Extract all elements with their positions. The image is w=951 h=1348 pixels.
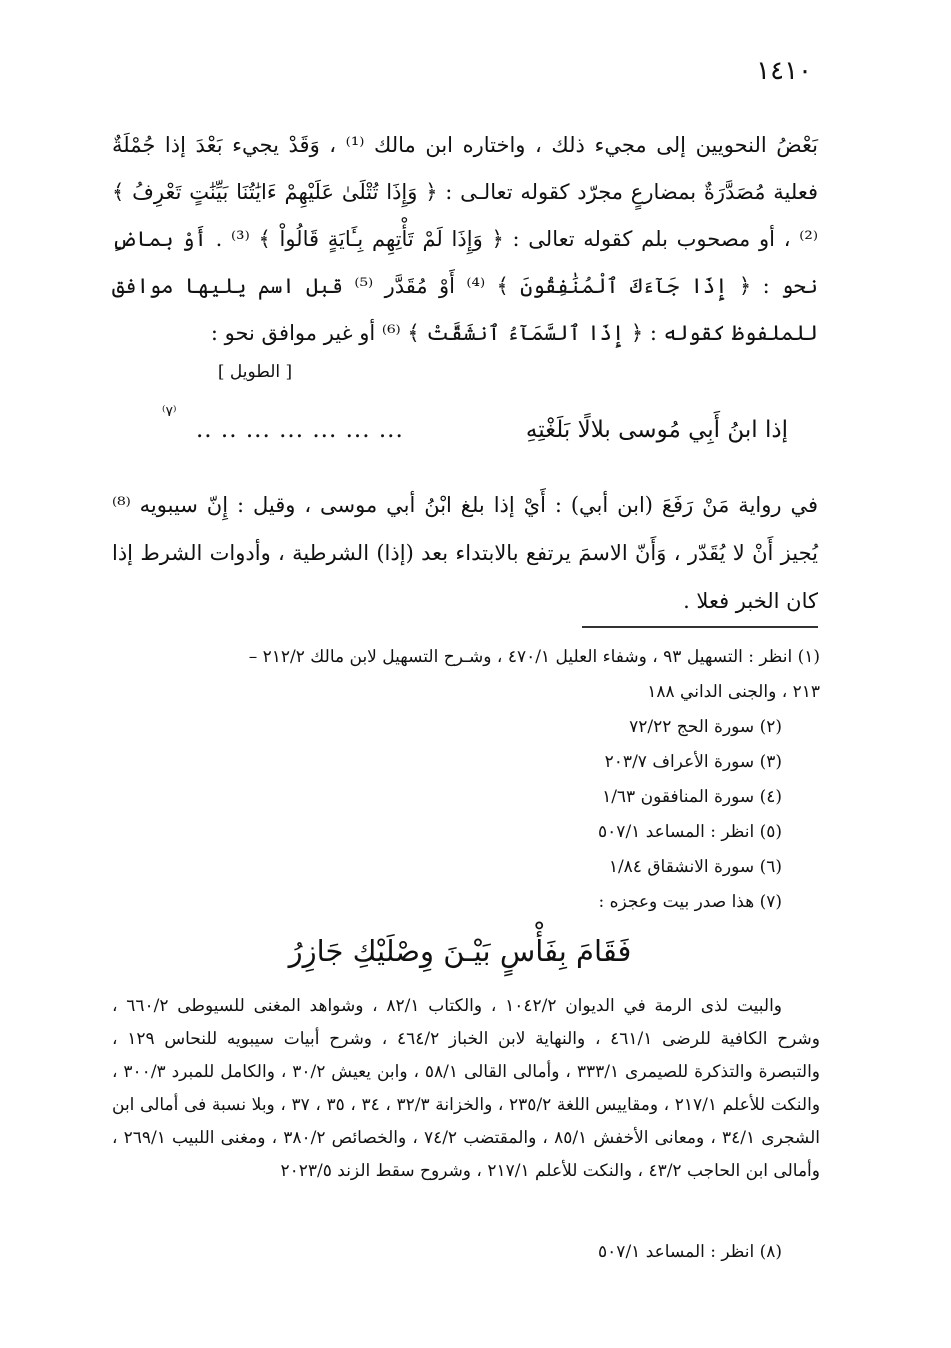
verse-first-hemistich: إذا ابنُ أَبِي مُوسى بلالًا بَلَغْتِهِ xyxy=(525,417,788,443)
footnote-verse: فَقَامَ بِفَأْسٍ بَيْـنَ وِصْلَيْكِ جَازِرُ xyxy=(288,934,632,968)
footnote-2: (٢) سورة الحج ٧٢/٢٢ xyxy=(629,717,782,737)
poetic-meter-label: [ الطويل ] xyxy=(217,362,293,382)
paragraph-2: في رواية مَنْ رَفَعَ (ابن أبي) : أَيْ إذا بلغ ابْنُ أبي موسى ، وقيل : إِنّ سيبويه ⁽⁸⁾ يُجيز أَنْ لا يُقَدّر ، وَأَنّ الاسمَ يرتفع بالابتداء بعد (إذا) الشرطية ، وأدوات الشرط إذا كان الخبر فعلا . xyxy=(112,493,818,613)
verse-line xyxy=(196,410,788,450)
footnote-3: (٣) سورة الأعراف ٢٠٣/٧ xyxy=(604,752,782,772)
footnote-1-line-1: (١) انظر : التسهيل ٩٣ ، وشفاء العليل ٤٧٠/١ ، وشـرح التسهيل لابن مالك ٢١٢/٢ – xyxy=(248,647,820,667)
footnotes xyxy=(112,640,820,920)
main-paragraph xyxy=(112,122,818,357)
footnote-8: (٨) انظر : المساعد ٥٠٧/١ xyxy=(598,1242,782,1262)
verse-footnote-ref: ⁽٧⁾ xyxy=(162,404,177,420)
page-number: ١٤١٠ xyxy=(756,56,812,86)
footnote-separator xyxy=(582,626,818,628)
second-paragraph xyxy=(112,460,818,646)
footnote-1-line-2: ٢١٣ ، والجنى الداني ١٨٨ xyxy=(647,682,820,702)
footnote-6: (٦) سورة الانشقاق ١/٨٤ xyxy=(608,857,782,877)
footnote-4: (٤) سورة المنافقون ١/٦٣ xyxy=(602,787,782,807)
footnote-7: (٧) هذا صدر بيت وعجزه : xyxy=(598,892,782,912)
footnote-7-sources xyxy=(112,990,820,1188)
footnote-5: (٥) انظر : المساعد ٥٠٧/١ xyxy=(598,822,782,842)
paragraph-1: بَعْضُ النحويين إلى مجيء ذلك ، واختاره ابن مالك ⁽¹⁾ ، وَقَدْ يجيء بَعْدَ إذا جُمْلَةٌ فعلية مُصَدَّرَةٌ بمضارعٍ مجرّد كقوله تعالـى : ﴿ وَإِذَا تُتْلَىٰ عَلَيْهِمْ ءَايَٰتُنَا بَيِّنَٰتٍ تَعْرِفُ ﴾ ⁽²⁾ ، أو مصحوب بلم كقوله تعالى : ﴿ وَإِذَا لَمْ تَأْتِهِم بِـَٔايَةٍ قَالُواْ ﴾ ⁽³⁾ . أَوْ بماضٍ نحو : ﴿ إِذَا جَآءَكَ ٱلْمُنَٰفِقُونَ ﴾ ⁽⁴⁾ أَوْ مُقَدَّر ⁽⁵⁾ قبل اسم يليها موافق للملفوظ كقوله : ﴿ إِذَا ٱلسَّمَآءُ ٱنشَقَّتْ ﴾ ⁽⁶⁾ أو غير موافق نحو : xyxy=(112,133,819,345)
verse-second-hemistich: ... ... ... ... ... .. .. xyxy=(196,417,404,443)
footnote-7-sources-text: والبيت لذى الرمة في الديوان ١٠٤٢/٢ ، والكتاب ٨٢/١ ، وشواهد المغنى للسيوطى ٦٦٠/٢ ، وشرح الكافية للرضى ٤٦١/١ ، والنهاية لابن الخباز ٤٦٤/٢ ، وشرح أبيات سيبويه للنحاس ١٢٩ ، والتبصرة والتذكرة للصيمرى ٣٣٣/١ ، وأمالى القالى ٥٨/١ ، وابن يعيش ٣٠/٢ ، والكامل للمبرد ٣٠٠/٣ ، والنكت للأعلم ٢١٧/١ ، ومقاييس اللغة ٢٣٥/٢ ، والخزانة ٣٢/٣ ، ٣٤ ، ٣٥ ، ٣٧ ، وبلا نسبة فى أمالى ابن الشجرى ٣٤/١ ، ومعانى الأخفش ٨٥/١ ، والمقتضب ٧٤/٢ ، والخصائص ٣٨٠/٢ ، ومغنى اللبيب ٢٦٩/١ ، وأمالى ابن الحاجب ٤٣/٢ ، والنكت للأعلم ٢١٧/١ ، وشروح سقط الزند ٢٠٢٣/٥ xyxy=(112,996,821,1181)
